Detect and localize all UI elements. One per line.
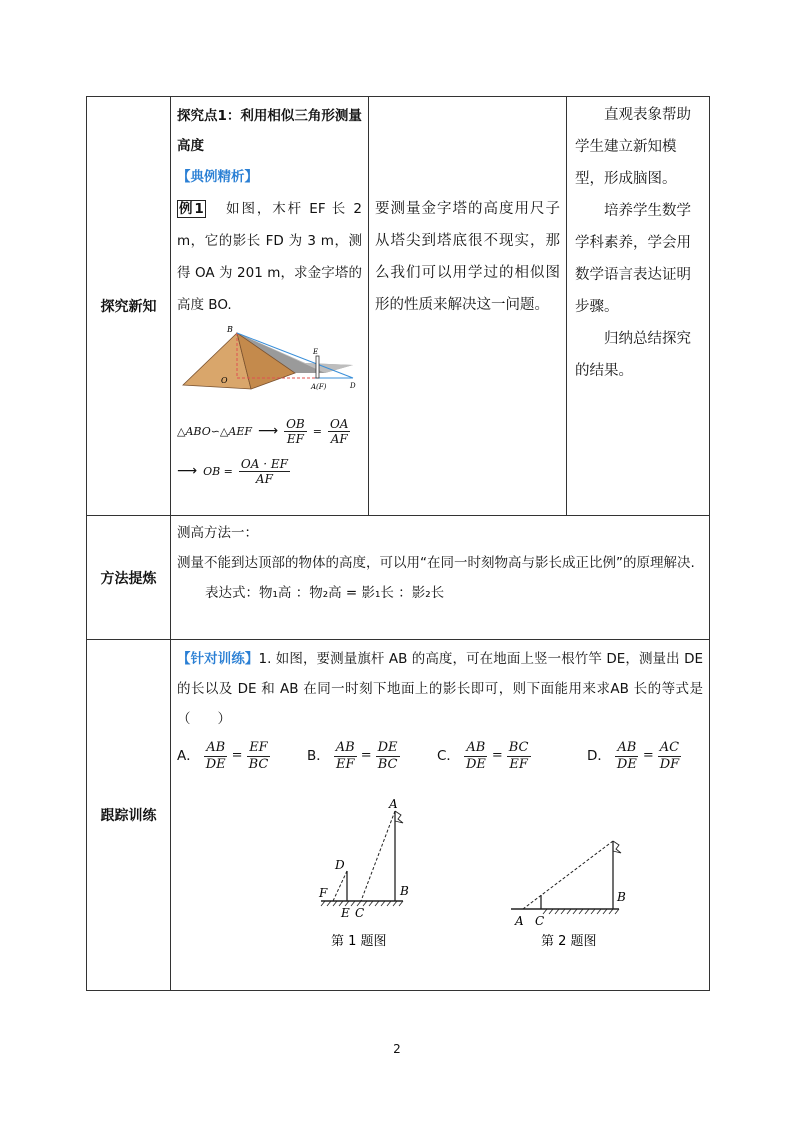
explore-content — [171, 97, 369, 516]
formula2-left: OB = — [203, 464, 233, 478]
method-line-2: 测量不能到达顶部的物体的高度，可以用“在同一时刻物高与影长成正比例”的原理解决. — [177, 555, 695, 571]
fig1-label-f: F — [319, 886, 328, 900]
frac-num: OA — [329, 416, 349, 431]
arrow-icon: ⟶ — [177, 463, 198, 479]
fig1-ray-ac — [361, 811, 395, 901]
figure-1 — [318, 797, 409, 949]
equals-sign: = — [491, 748, 503, 763]
frac-num: OA · EF — [240, 456, 288, 471]
option-c[interactable] — [437, 740, 587, 773]
question-text: 1. 如图，要测量旗杆 AB 的高度，可在地面上竖一根竹竿 DE，测量出 DE 的长以及 DE 和 AB 在同一时刻下地面上的影长即可，则下面能用来求AB 长的等式是（ ） — [177, 651, 704, 727]
fig-label-af: A(F) — [311, 383, 327, 391]
example-label: 例1 — [179, 201, 204, 217]
option-frac-1 — [615, 740, 639, 773]
fig-label-e: E — [313, 348, 319, 356]
option-frac-2 — [507, 740, 531, 773]
options-row — [177, 736, 703, 776]
frac-num: AB — [466, 739, 486, 755]
frac-den: DE — [205, 756, 226, 772]
intent-paragraph-2: 培养学生数学学科素养，学会用数学语言表达证明步骤。 — [575, 203, 691, 315]
intent-paragraph-1: 直观表象帮助学生建立新知模型，形成脑图。 — [575, 107, 691, 187]
frac-den: AF — [255, 471, 273, 486]
method-line-3: 表达式：物₁高 ：物₂高 = 影₁长 ：影₂长 — [205, 585, 445, 601]
training-figures — [171, 780, 781, 990]
method-line-1: 测高方法一： — [177, 525, 258, 541]
training-question — [177, 644, 703, 734]
option-letter: A． — [177, 748, 200, 764]
option-frac-2 — [247, 740, 271, 773]
fig2-caption: 第 2 题图 — [541, 934, 597, 949]
formula-1 — [177, 411, 362, 451]
option-b[interactable] — [307, 740, 437, 773]
frac-num: AB — [206, 739, 226, 755]
page-number: 2 — [393, 1042, 401, 1056]
design-intent-cell — [567, 97, 710, 516]
option-a[interactable] — [177, 740, 307, 773]
fig-label-d: D — [350, 382, 356, 390]
explore-label: 探究新知 — [87, 97, 171, 516]
frac-den: AF — [330, 431, 348, 446]
frac-num: EF — [249, 739, 268, 755]
training-content — [171, 640, 710, 991]
middle-text: 要测量金字塔的高度用尺子从塔尖到塔底很不现实，那么我们可以用学过的相似图形的性质来解决这一问题。 — [375, 201, 560, 313]
example-text: 如图，木杆 EF 长 2 m，它的影长 FD 为 3 m，测得 OA 为 201 m，求金字塔的高度 BO. — [177, 201, 362, 313]
fig1-label-b: B — [400, 884, 409, 898]
option-d[interactable] — [587, 740, 681, 773]
lesson-table — [86, 96, 710, 991]
frac-num: AC — [659, 739, 680, 755]
option-frac-1 — [334, 740, 357, 773]
option-letter: B． — [307, 748, 330, 764]
frac-den: EF — [509, 756, 528, 772]
frac-num: AB — [335, 739, 355, 755]
option-letter: C． — [437, 748, 460, 764]
figure-2 — [511, 841, 626, 949]
option-frac-1 — [464, 740, 488, 773]
fraction-ob-ef — [284, 417, 307, 446]
fig2-flag — [613, 841, 621, 853]
fig2-label-c: C — [535, 914, 545, 928]
fig2-hatch — [543, 909, 619, 914]
fraction-oa-ef-af — [239, 457, 290, 486]
fig-label-o: O — [221, 376, 228, 385]
fig1-caption: 第 1 题图 — [331, 934, 387, 949]
frac-num: BC — [508, 739, 529, 755]
equals-sign: = — [360, 748, 372, 763]
frac-num: AB — [617, 739, 637, 755]
training-tag: 【针对训练】 — [177, 651, 259, 667]
fig1-ray-df — [333, 871, 347, 901]
arrow-icon: ⟶ — [258, 423, 279, 439]
explore-row — [87, 97, 710, 516]
example-tag: 【典例精析】 — [177, 169, 258, 185]
frac-den: EF — [335, 756, 355, 772]
fig-label-b: B — [227, 325, 233, 334]
frac-den: EF — [286, 431, 304, 446]
fig1-label-d: D — [335, 858, 345, 872]
option-frac-1 — [204, 740, 228, 773]
equals-sign: = — [642, 748, 654, 763]
fig1-flag — [395, 811, 403, 823]
frac-den: BC — [248, 756, 269, 772]
formula1-left: △ABO∽△AEF — [177, 424, 252, 438]
fig1-label-e: E — [341, 906, 350, 920]
formula-2 — [177, 451, 362, 491]
frac-den: DE — [465, 756, 486, 772]
fig2-label-a: A — [515, 914, 524, 928]
intent-paragraph-3: 归纳总结探究的结果。 — [575, 331, 691, 379]
fig2-ray — [523, 841, 613, 909]
pole-ef — [316, 356, 319, 378]
option-letter: D． — [587, 748, 611, 764]
method-row — [87, 516, 710, 640]
teacher-activity-cell — [369, 97, 567, 516]
pyramid-figure — [175, 323, 371, 403]
frac-den: DF — [659, 756, 680, 772]
frac-num: DE — [377, 739, 398, 755]
frac-den: BC — [377, 756, 398, 772]
frac-num: OB — [286, 416, 305, 431]
fig1-label-c: C — [355, 906, 365, 920]
explore-title: 探究点1：利用相似三角形测量高度 — [177, 108, 362, 154]
training-label: 跟踪训练 — [87, 640, 171, 991]
method-label: 方法提炼 — [87, 516, 171, 640]
fraction-oa-af — [328, 417, 351, 446]
option-frac-2 — [658, 740, 681, 773]
option-frac-2 — [376, 740, 400, 773]
frac-den: DE — [616, 756, 637, 772]
method-content — [171, 516, 710, 640]
example-paragraph — [177, 193, 362, 321]
training-row — [87, 640, 710, 991]
equals-sign: = — [312, 424, 322, 438]
fig2-label-b: B — [617, 890, 626, 904]
equals-sign: = — [231, 748, 243, 763]
fig1-label-a: A — [389, 797, 398, 811]
